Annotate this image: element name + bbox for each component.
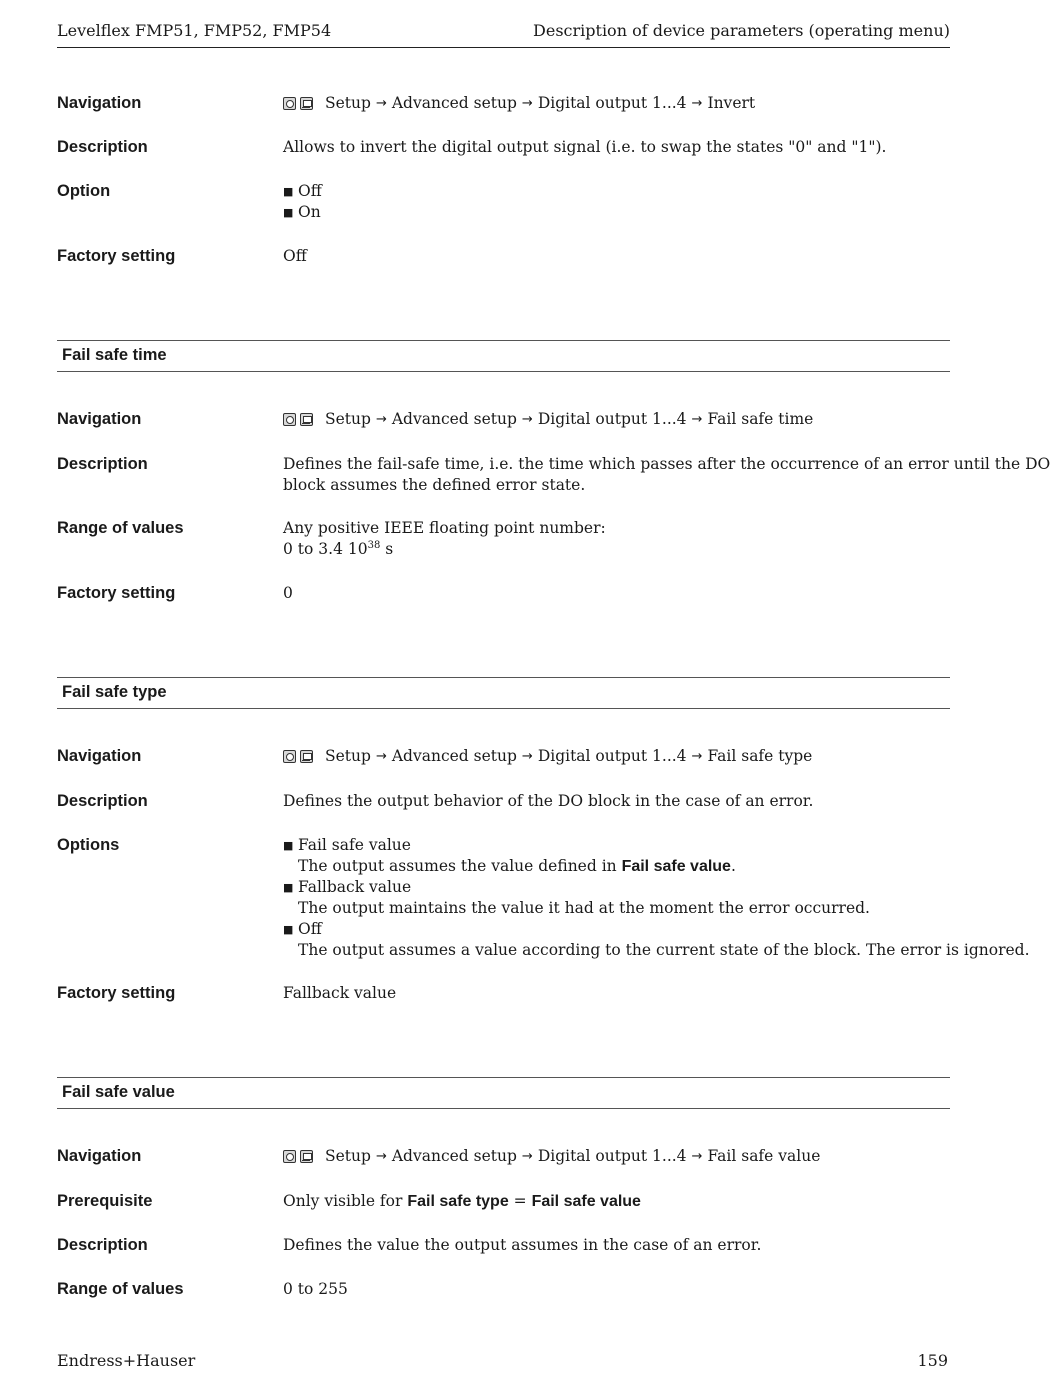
nav-step: Digital output 1...4 [537, 1147, 687, 1165]
bullet-icon: ■ [283, 923, 294, 936]
nav-step: Advanced setup [391, 94, 517, 112]
header-title: Levelflex FMP51, FMP52, FMP54 [57, 21, 332, 40]
description-text: Allows to invert the digital output signal (i.e. to swap the states "0" and "1"). [283, 138, 887, 156]
bullet-icon: ■ [283, 839, 294, 852]
description-label: Description [57, 138, 148, 156]
header-section: Description of device parameters (operating menu) [533, 21, 950, 40]
range-value: 0 to 3.4 $10^{38}$ s [283, 540, 394, 558]
navigation-path [283, 746, 946, 767]
list-item: ■ On [283, 203, 321, 221]
nav-step: Setup [325, 94, 371, 112]
nav-step: Digital output 1...4 [537, 410, 687, 428]
description-text: Defines the fail-safe time, i.e. the time which passes after the occurrence of an error until the DO [283, 455, 1050, 473]
nav-step: Invert [707, 94, 756, 112]
nav-step: Digital output 1...4 [537, 747, 687, 765]
pc-tool-icon [300, 1150, 313, 1163]
pc-tool-icon [300, 413, 313, 426]
list-item: ■ Off [283, 182, 322, 200]
option-explanation: The output assumes a value according to the current state of the block. The error is ignored. [298, 941, 1030, 959]
nav-step: Advanced setup [391, 410, 517, 428]
nav-step: Advanced setup [391, 1147, 517, 1165]
arrow-right-icon: → [521, 1149, 533, 1164]
factory-setting-value: Off [283, 247, 307, 265]
navigation-label: Navigation [57, 747, 142, 765]
option-explanation: The output assumes the value defined in Fail safe value. [298, 857, 736, 875]
description-label: Description [57, 1236, 148, 1254]
arrow-right-icon: → [375, 412, 387, 427]
section-header-fail-safe-value [57, 1077, 950, 1109]
description-label: Description [57, 455, 148, 473]
nav-step: Setup [325, 747, 371, 765]
range-of-values-label: Range of values [57, 1280, 184, 1298]
arrow-right-icon: → [521, 749, 533, 764]
list-item: ■ Fail safe value [283, 836, 411, 854]
nav-step: Fail safe type [707, 747, 813, 765]
nav-step: Digital output 1...4 [537, 94, 687, 112]
factory-setting-label: Factory setting [57, 247, 176, 265]
description-text: Defines the value the output assumes in the case of an error. [283, 1236, 762, 1254]
arrow-right-icon: → [375, 96, 387, 111]
prerequisite-text: Only visible for Fail safe type = Fail safe value [283, 1192, 641, 1210]
arrow-right-icon: → [691, 412, 703, 427]
list-item: ■ Fallback value [283, 878, 412, 896]
range-text: Any positive IEEE floating point number: [283, 519, 606, 537]
header-rule [57, 47, 950, 48]
section-header-fail-safe-type [57, 677, 950, 709]
prerequisite-label: Prerequisite [57, 1192, 153, 1210]
nav-step: Fail safe time [707, 410, 814, 428]
option-label: Option [57, 182, 111, 200]
nav-step: Advanced setup [391, 747, 517, 765]
section-title: Fail safe value [62, 1083, 175, 1101]
bullet-icon: ■ [283, 206, 294, 219]
bullet-icon: ■ [283, 185, 294, 198]
navigation-label: Navigation [57, 410, 142, 428]
factory-setting-label: Factory setting [57, 584, 176, 602]
factory-setting-value: Fallback value [283, 984, 397, 1002]
bullet-icon: ■ [283, 881, 294, 894]
navigation-path [283, 409, 946, 430]
arrow-right-icon: → [691, 96, 703, 111]
pc-tool-icon [300, 750, 313, 763]
description-text: block assumes the defined error state. [283, 476, 586, 494]
section-title: Fail safe time [62, 346, 167, 364]
operating-display-icon [283, 97, 296, 110]
options-label: Options [57, 836, 120, 854]
operating-display-icon [283, 750, 296, 763]
operating-display-icon [283, 413, 296, 426]
navigation-label: Navigation [57, 1147, 142, 1165]
arrow-right-icon: → [691, 1149, 703, 1164]
option-explanation: The output maintains the value it had at the moment the error occurred. [298, 899, 870, 917]
operating-display-icon [283, 1150, 296, 1163]
arrow-right-icon: → [375, 1149, 387, 1164]
navigation-path [283, 93, 946, 114]
arrow-right-icon: → [521, 412, 533, 427]
page-number: 159 [917, 1351, 948, 1370]
arrow-right-icon: → [691, 749, 703, 764]
description-text: Defines the output behavior of the DO block in the case of an error. [283, 792, 814, 810]
navigation-label: Navigation [57, 94, 142, 112]
description-label: Description [57, 792, 148, 810]
arrow-right-icon: → [375, 749, 387, 764]
navigation-path [283, 1146, 946, 1167]
pc-tool-icon [300, 97, 313, 110]
nav-step: Setup [325, 1147, 371, 1165]
factory-setting-label: Factory setting [57, 984, 176, 1002]
range-of-values-label: Range of values [57, 519, 184, 537]
range-value: 0 to 255 [283, 1280, 348, 1298]
factory-setting-value: 0 [283, 584, 293, 602]
footer-brand: Endress+Hauser [57, 1351, 196, 1370]
section-title: Fail safe type [62, 683, 167, 701]
list-item: ■ Off [283, 920, 322, 938]
nav-step: Fail safe value [707, 1147, 821, 1165]
arrow-right-icon: → [521, 96, 533, 111]
nav-step: Setup [325, 410, 371, 428]
section-header-fail-safe-time [57, 340, 950, 372]
